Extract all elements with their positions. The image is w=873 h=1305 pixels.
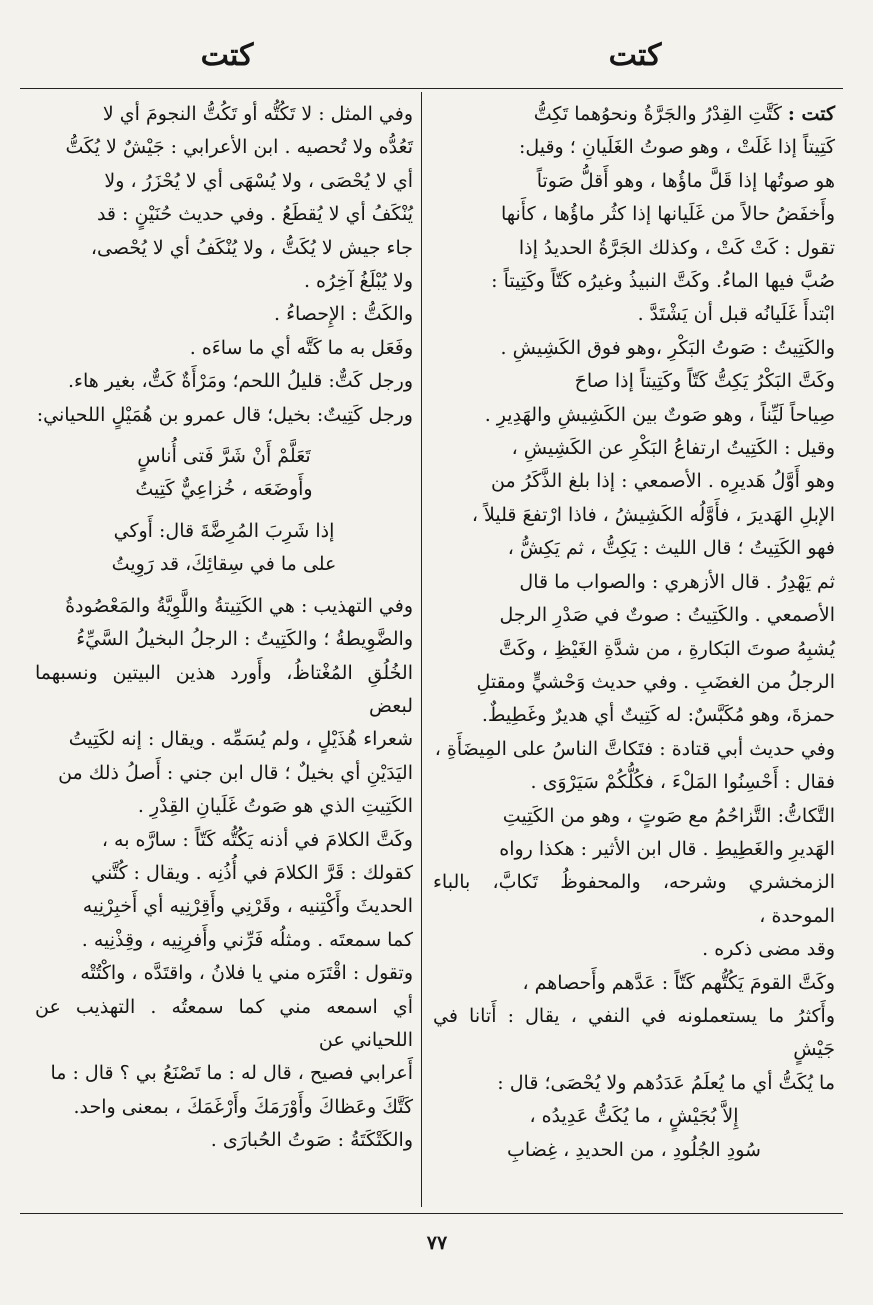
text-line: فقال : أَحْسِنُوا المَلْءَ ، فكُلُّكُمْ سَيَرْوَى . — [530, 771, 835, 794]
text-line: تقول : كَتْ كَتْ ، وكذلك الجَرَّةُ الحديدُ إذا — [518, 236, 835, 259]
text-line: والضَّوِيطةُ ؛ والكَتِيتُ : الرجلُ البخيلُ السَّيِّءُ — [76, 628, 413, 651]
text-line: ورجل كَتِيتٌ: بخيل؛ قال عمرو بن هُمَيْلٍ اللحياني: — [36, 403, 413, 426]
text-line: ابْتدأَ غَلَيانُه قبل أن يَشْتَدَّ . — [637, 303, 835, 326]
text-line: حمزةَ، وهو مُكَبَّسٌ: له كَتِيتٌ أي هديرٌ وغَطِيطٌ. — [481, 704, 835, 727]
text-line: وقيل : الكَتِيتُ ارتفاعُ البَكْرِ عن الكَشِيشِ ، — [511, 437, 835, 460]
text-line: وكَتَّ الكلامَ في أذنه يَكُتُّه كَتّاً : سارَّه به ، — [101, 828, 413, 851]
text-line: كقولك : قَرَّ الكلامَ في أُذُنِه . ويقال : كُتَّني — [91, 861, 413, 884]
text-line: الأصمعي . والكَتِيتُ : صوتٌ في صَدْرِ الرجل — [499, 604, 835, 627]
bottom-rule — [20, 1213, 843, 1214]
verse-line: إِلاَّ بُجَيْشٍ ، ما يُكَتُّ عَدِيدُه ، — [529, 1105, 739, 1128]
text-line: كَتَّكَ وعَظاكَ وأَوْرَمَكَ وأَرْغَمَكَ ، بمعنى واحد. — [73, 1095, 413, 1118]
entry-headword: كتت : — [787, 103, 835, 125]
text-line: ولا يُبْلَغُ آخِرُه . — [303, 270, 413, 293]
text-line: يُشبِهُ صوتَ البَكارةِ ، من شدَّةِ الغَيْظِ ، وكَتَّ — [498, 637, 835, 660]
text-line: أي اسمعه مني كما سمعتُه . التهذيب عن اللحياني عن — [35, 995, 413, 1051]
text-line: جاء جيش لا يُكَتُّ ، ولا يُنْكَفُ أي لا يُحْصى، — [90, 236, 413, 259]
text-line: اليَدَيْنِ أي بخيلٌ ؛ قال ابن جني : أَصلُ ذلك من — [58, 761, 413, 784]
text-line: الإبلِ الهَديرَ ، فأَوَّلُه الكَشِيشُ ، فاذا ارْتفعَ قليلاً ، — [471, 503, 835, 526]
verse-line: تَعَلَّمْ أَنْ شَرَّ فَتى أُناسٍ — [137, 445, 311, 468]
text-line: وهو أَوَّلُ هَديرِه . الأصمعي : إذا بلغ الذَّكَرُ من — [491, 470, 835, 493]
verse-line: إذا شَرِبَ المُرِضَّةَ قال: أَوكي — [113, 519, 335, 542]
text-line: وتقول : اقْتَرَه مني يا فلانُ ، واقتَدَّه ، واكْتُتْه — [80, 962, 413, 985]
verse-line: على ما في سِقائِكَ، قد رَوِيتُ — [111, 553, 337, 576]
top-rule — [20, 88, 843, 89]
text-line: تَعُدُّه ولا تُحصيه . ابن الأعرابي : جَيْشٌ لا يُكَتُّ — [65, 136, 413, 159]
text-line: وفَعَل به ما كَتَّه أي ما ساءَه . — [189, 336, 413, 359]
running-header-left: كتت — [200, 38, 254, 73]
text-line: التَّكاتُّ: التَّزاحُمُ مع صَوتٍ ، وهو من الكَتِيتِ — [502, 804, 835, 827]
text-line: وأَكثرُ ما يستعملونه في النفي ، يقال : أَتانا في جَيْشٍ — [433, 1004, 835, 1061]
column-divider — [421, 92, 422, 1207]
text-line: وفي حديث أبي قتادة : فتَكاتَّ الناسُ على المِيضَأَةِ ، — [434, 737, 835, 760]
text-line: وكَتَّ البَكْرُ يَكِتُّ كَتّاً وكَتِيتاً إذا صاحَ — [574, 370, 835, 393]
text-line: يُنْكَفُ أي لا يُقطَعُ . وفي حديث حُنَيْنٍ : قد — [96, 203, 413, 226]
text-line: وقد مضى ذكره . — [702, 938, 835, 961]
text-line: الخُلُقِ المُغْتاظُ، وأَورد هذين البيتين ونسبهما لبعض — [35, 661, 413, 717]
right-column — [433, 98, 835, 1167]
text-line: ما يُكَتُّ أي ما يُعلَمُ عَدَدُهم ولا يُحْصَى؛ قال : — [497, 1071, 835, 1094]
text-line: والكَتُّ : الإِحصاءُ . — [273, 303, 413, 326]
text-line: الهَديرِ والغَطِيطِ . قال ابن الأثير : هكذا رواه — [499, 837, 835, 860]
verse-line: وأَوضَعَه ، خُزاعِيٌّ كَتِيتُ — [135, 478, 313, 501]
text-line: وكَتَّ القومَ يَكُتُّهم كَتّاً : عَدَّهم وأَحصاهم ، — [522, 971, 835, 994]
text-line: فهو الكَتِيتُ ؛ قال الليث : يَكِتُّ ، ثم يَكِشُّ ، — [507, 537, 835, 560]
text-line: شعراء هُذَيْلٍ ، ولم يُسَمِّه . ويقال : إنه لكَتِيتُ — [68, 728, 413, 751]
text-line: أَعرابي فصيح ، قال له : ما تَصْنَعُ بي ؟ قال : ما — [50, 1062, 413, 1085]
verse-line: سُودِ الجُلُودِ ، من الحديدِ ، غِضابِ — [507, 1138, 761, 1161]
text-line: صُبَّ فيها الماءُ. وكَتَّ النبيذُ وغيرُه كَتّاً وكَتِيتاً : — [491, 270, 835, 293]
page-number: ٧٧ — [426, 1232, 448, 1254]
text-segment: كَتَّتِ القِدْرُ والجَرَّةُ ونحوُهما تَكِتُّ — [533, 103, 782, 125]
text-line: والكَتِيتُ : صَوتُ البَكْرِ ،وهو فوق الكَشِيشِ . — [500, 336, 835, 359]
text-line: وفي المثل : لا تَكُتُّه أو تَكُتُّ النجومَ أي لا — [102, 103, 413, 125]
text-line: صِياحاً لَيِّناً ، وهو صَوتٌ بين الكَشِيشِ والهَدِيرِ . — [484, 403, 835, 426]
text-line: كما سمعتَه . ومثلُه فَرِّني وأَفرِنِيه ، وقِذْنِيه . — [81, 928, 413, 951]
text-line: وأَخفَضُ حالاً من غَلَيانها إذا كثُر ماؤُها ، كأَنها — [500, 203, 835, 226]
text-line: هو صوتُها إذا قَلَّ ماؤُها ، وهو أَقلُّ صَوتاً — [536, 169, 835, 192]
text-line: أي لا يُحْصَى ، ولا يُسْهَى أي لا يُحْزَرُ ، ولا — [104, 169, 413, 192]
text-line: الرجلُ من الغضَبِ . وفي حديث وَحْشيٍّ ومقتلِ — [476, 670, 835, 693]
text-line: الحديثَ وأَكْتِنيه ، وقَرْنِي وأَقِرْنِيه أي أَخبِرْنِيه — [82, 895, 413, 918]
text-line: والكَتْكَتَةُ : صَوتُ الحُبارَى . — [210, 1129, 413, 1152]
text-line: كَتِيتاً إذا غَلَتْ ، وهو صوتُ الغَلَيانِ ؛ وقيل: — [518, 136, 835, 159]
left-column — [35, 98, 413, 1158]
text-line: ثم يَهْدِرُ . قال الأزهري : والصواب ما قال — [519, 570, 835, 593]
text-line — [433, 98, 835, 131]
text-line: الزمخشري وشرحه، والمحفوظُ تَكابَّ، بالباء الموحدة ، — [433, 871, 835, 927]
running-header-right: كتت — [608, 38, 662, 73]
text-line: الكَتِيتِ الذي هو صَوتُ غَلَيانِ القِدْرِ . — [137, 795, 413, 818]
text-line: ورجل كَتٌّ: قليلُ اللحم؛ ومَرْأَةٌ كَتٌّ، بغير هاء. — [67, 370, 413, 393]
text-line: وفي التهذيب : هي الكَتِيتةُ واللَّوِيَّةُ والمَعْصُودةُ — [65, 594, 413, 617]
